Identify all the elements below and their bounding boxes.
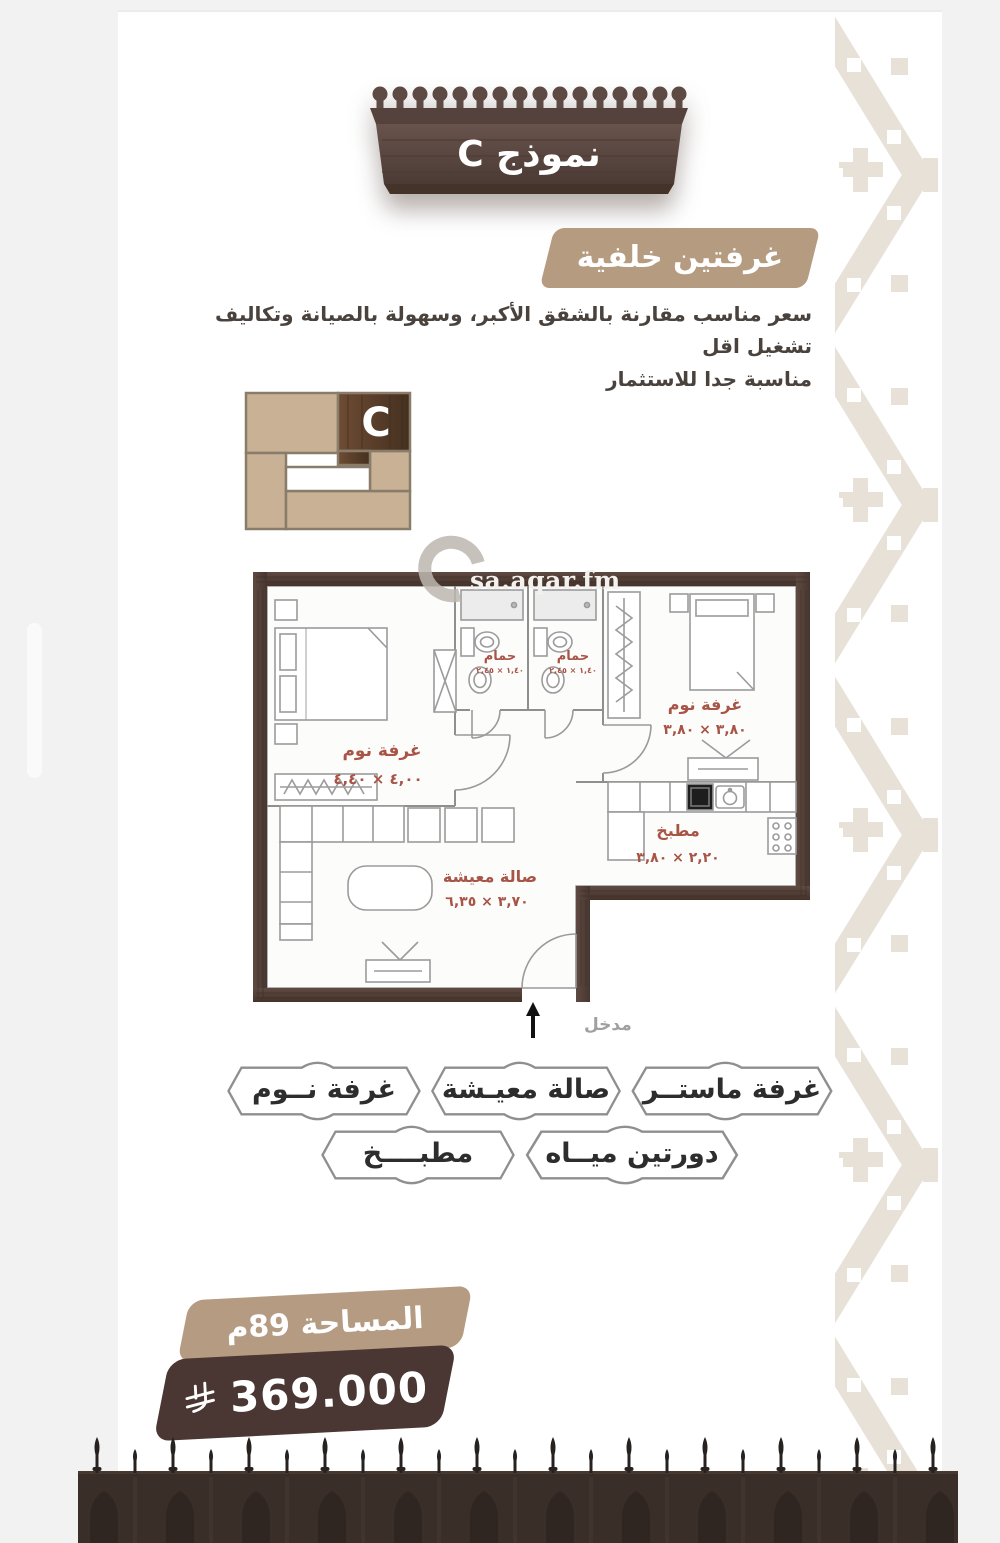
room-dims-bath1: ١,٤٠ × ٢,٤٥ [476,666,524,675]
room-label-master: غرفة نوم [342,741,422,761]
sadu-pattern-strip [835,10,942,1543]
banner-title: نموذج C [457,134,601,175]
content-top-divider [118,10,942,12]
tag-label: دورتين ميــاه [545,1138,719,1169]
description-line-2: مناسبة جدا للاستثمار [606,366,812,391]
room-dims-living: ٣,٧٠ × ٦,٣٥ [445,894,529,910]
room-label-bath1: حمام [483,649,517,664]
fence-decoration [78,1437,958,1543]
unit-letter: C [361,400,391,446]
tag-bedroom [222,1057,426,1125]
tag-label: غرفة نــوم [251,1074,396,1105]
subtitle-badge [547,228,813,288]
floor-plan [250,560,815,1050]
tag-label: مطبــــخ [362,1138,474,1169]
saudi-riyal-symbol-icon [181,1380,219,1418]
tag-label: غرفة ماستــر [642,1074,822,1105]
room-label-bath2: حمام [556,649,590,664]
tag-kitchen [316,1121,520,1189]
tag-master-room [626,1057,838,1125]
area-badge-label: المساحة 89م [225,1300,425,1347]
room-tags-row-1 [118,1057,942,1125]
entrance [526,1002,632,1038]
room-label-bedroom2: غرفة نوم [667,695,743,714]
room-label-kitchen: مطبخ [656,821,700,840]
room-dims-bath2: ١,٤٠ × ٢,٤٥ [549,666,597,675]
entrance-label: مدخل [584,1015,632,1035]
room-dims-master: ٤,٠٠ × ٤,٤٠ [333,770,423,788]
price-value: 369.000 [228,1362,430,1422]
watermark: sa.aqar.fm [470,566,621,595]
tag-label: صالة معيـشة [441,1074,611,1105]
price-badge [163,1352,447,1434]
description-line-1: سعر مناسب مقارنة بالشقق الأكبر، وسهولة بالصيانة وتكاليف تشغيل اقل [215,302,812,359]
subtitle-badge-label: غرفتين خلفية [576,240,784,275]
unit-location-diagram [238,387,414,535]
room-dims-bedroom2: ٣,٨٠ × ٣,٨٠ [663,722,747,738]
flyer-content [118,10,942,1543]
entrance-arrowhead-icon [526,1002,540,1016]
room-label-living: صالة معيشة [442,867,538,886]
room-tags-row-2 [118,1121,942,1189]
tag-living-room [426,1057,626,1125]
tag-bathrooms [520,1121,744,1189]
description [192,298,812,395]
left-gutter-bar [27,623,42,778]
room-dims-kitchen: ٢,٢٠ × ٣,٨٠ [636,850,720,866]
banner-crenellation [373,87,687,111]
model-banner [368,82,690,214]
